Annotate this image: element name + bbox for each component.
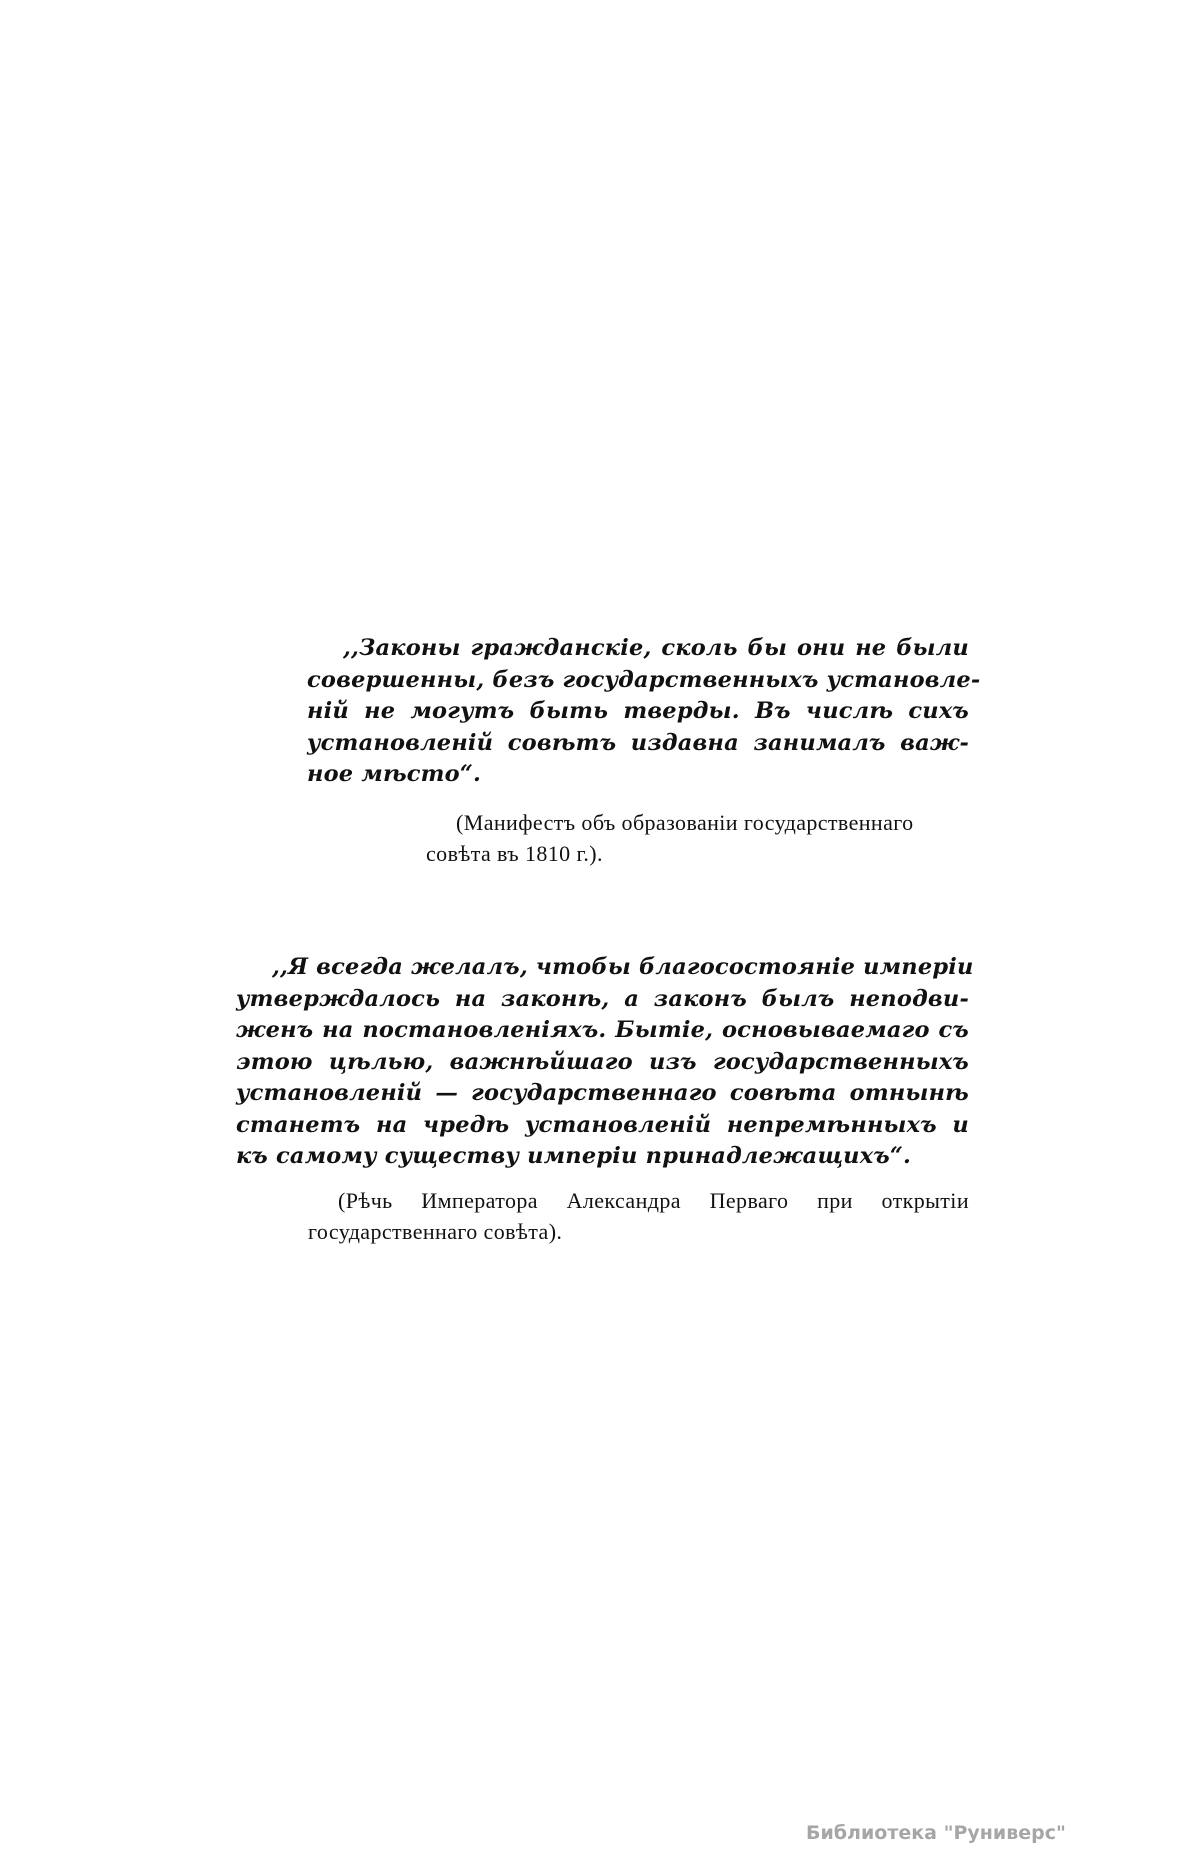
source-line: государственнаго совѣта).	[308, 1219, 563, 1244]
quote-line: къ самому существу имперіи принадлежащихъ“.	[236, 1143, 912, 1169]
epigraph-quote-2	[236, 952, 974, 1173]
quote-line: ,,Законы гражданскіе, сколь бы они не были	[343, 635, 969, 661]
epigraph-source-2	[308, 1185, 969, 1247]
quote-line: установленій — государственнаго совѣта отнынѣ	[236, 1080, 969, 1106]
quote-line: ,,Я всегда желалъ, чтобы благосостояніе имперіи	[272, 954, 974, 980]
quote-line: ній не могутъ быть тверды. Въ числѣ сихъ	[307, 698, 969, 724]
source-line: совѣта въ 1810 г.).	[426, 841, 603, 866]
epigraph-source-1	[426, 807, 968, 869]
quote-line: установленій совѣтъ издавна занималъ важ-	[307, 729, 969, 756]
quote-line: совершенны, безъ государственныхъ установле-	[307, 666, 981, 693]
library-watermark: Библиотека "Руниверс"	[806, 1822, 1066, 1844]
epigraph-quote-1	[307, 633, 981, 791]
quote-line: ное мѣсто“.	[307, 761, 482, 787]
quote-line: станетъ на чредѣ установленій непремѣнныхъ и	[236, 1111, 969, 1138]
source-line: (Манифестъ объ образованіи государственнаго	[456, 810, 914, 835]
quote-line: этою цѣлью, важнѣйшаго изъ государственныхъ	[236, 1048, 969, 1075]
quote-line: утверждалось на законѣ, а законъ былъ неподви-	[236, 985, 969, 1012]
quote-line: женъ на постановленіяхъ. Бытіе, основываемаго съ	[236, 1017, 969, 1043]
source-line: (Рѣчь Императора Александра Перваго при открытіи	[338, 1188, 969, 1213]
